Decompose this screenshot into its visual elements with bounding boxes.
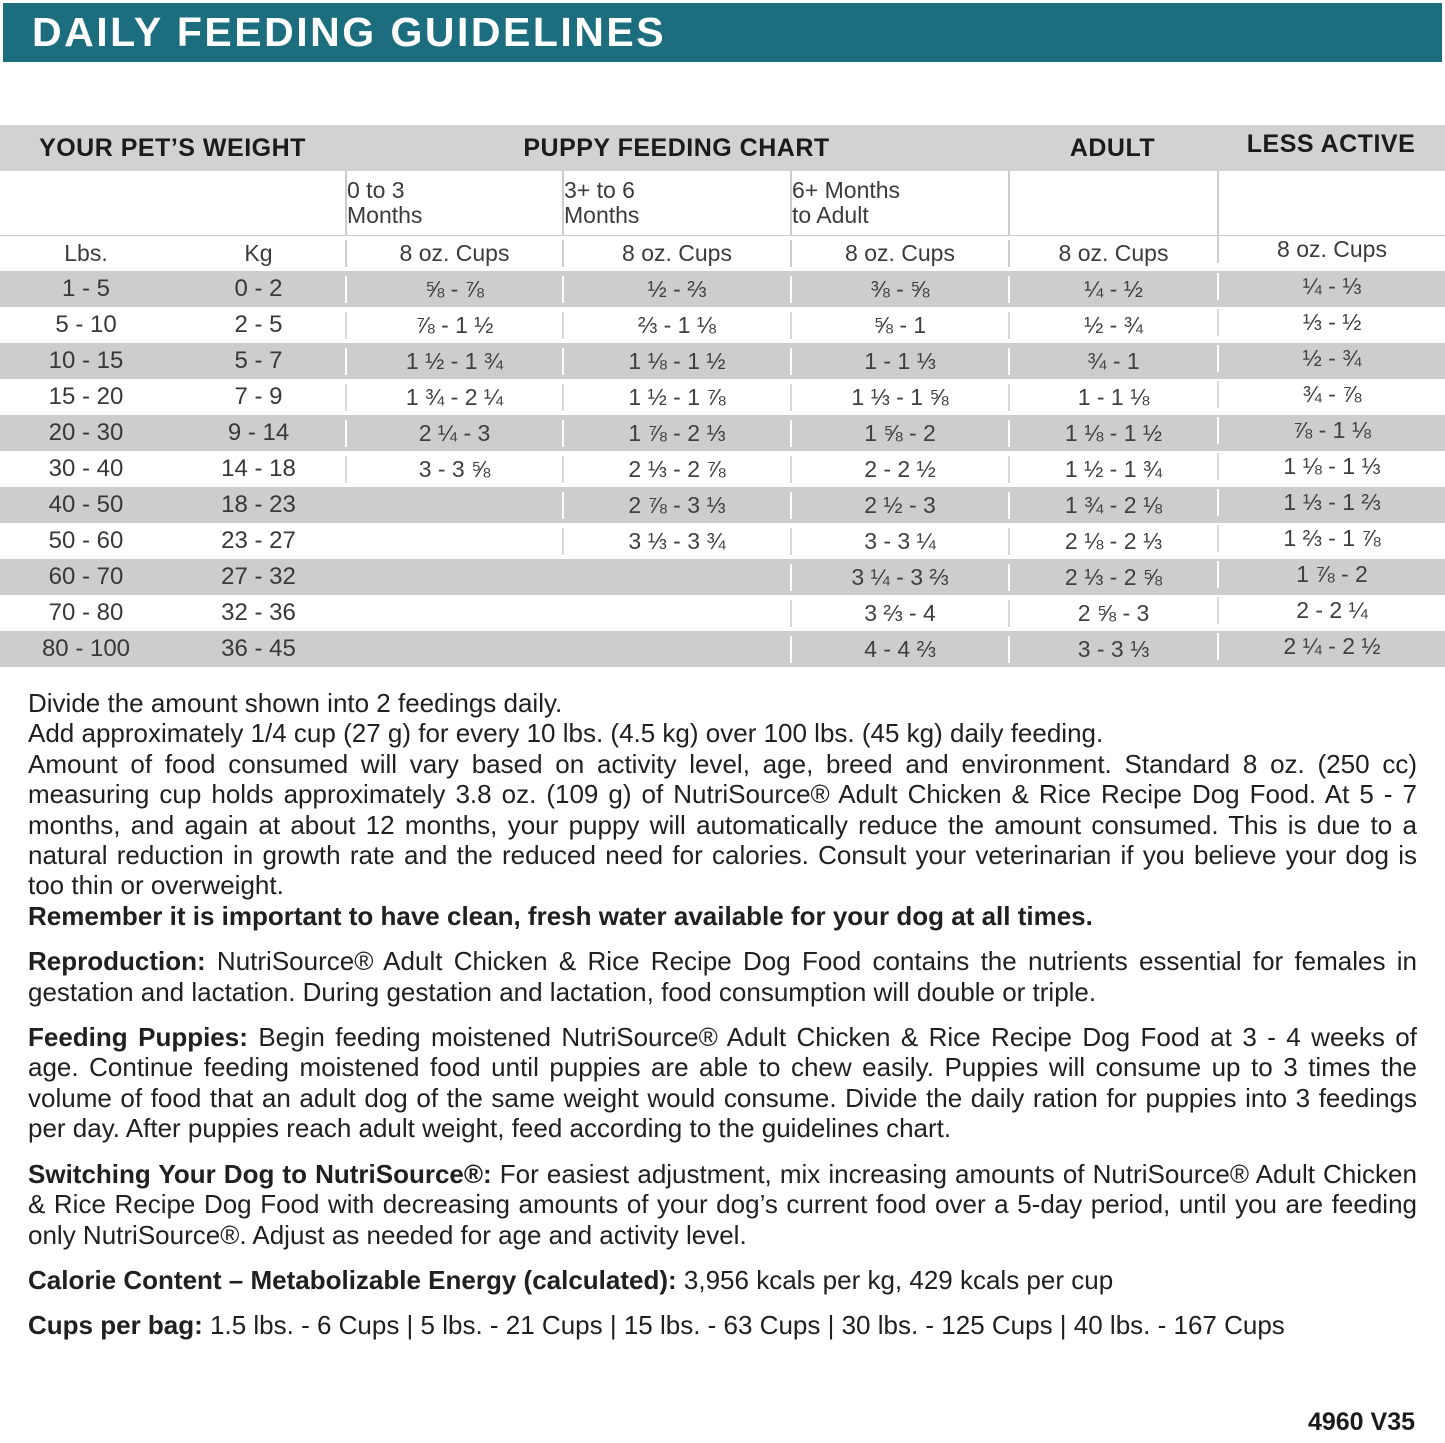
section-label: Reproduction: [28, 946, 206, 977]
cell-3-6-months: 1 ½ - 1 ⅞ [562, 384, 790, 411]
age-header-spacer [1008, 171, 1217, 235]
cell-less-active: 1 ⅞ - 2 [1217, 561, 1445, 588]
cell-3-6-months: 2 ⅓ - 2 ⅞ [562, 456, 790, 483]
cell-less-active: ⅞ - 1 ⅛ [1217, 417, 1445, 444]
section-feeding-puppies [28, 1022, 1417, 1144]
section-text: 3,956 kcals per kg, 429 kcals per cup [676, 1264, 1114, 1295]
cell-0-3-months: ⅞ - 1 ½ [345, 312, 562, 339]
cell-less-active: ¼ - ⅓ [1217, 273, 1445, 300]
unit-cups: 8 oz. Cups [790, 240, 1008, 267]
cell-less-active: 1 ⅓ - 1 ⅔ [1217, 489, 1445, 516]
cell-kg: 9 - 14 [227, 419, 290, 446]
group-header-adult: ADULT [1069, 133, 1156, 162]
age-header-line: 3+ to 6 [564, 176, 635, 203]
section-label: Switching Your Dog to NutriSource®: [28, 1158, 492, 1189]
group-header-less-active: LESS ACTIVE [1246, 129, 1416, 158]
title-banner [3, 3, 1442, 62]
table-row [0, 487, 1445, 523]
cell-less-active: ½ - ¾ [1217, 345, 1445, 372]
cell-6-months-adult: 2 - 2 ½ [790, 456, 1008, 483]
cell-adult: 2 ⅛ - 2 ⅓ [1008, 528, 1217, 555]
section-cups-per-bag [28, 1310, 1417, 1340]
section-reproduction [28, 946, 1417, 1007]
table-row [0, 559, 1445, 595]
cell-adult: ¾ - 1 [1008, 348, 1217, 375]
cell-3-6-months: 2 ⅞ - 3 ⅓ [562, 492, 790, 519]
cell-lbs: 80 - 100 [41, 635, 131, 662]
age-header-line: Months [564, 202, 640, 228]
cell-adult: 2 ⅝ - 3 [1008, 600, 1217, 627]
cell-less-active: ¾ - ⅞ [1217, 381, 1445, 408]
section-switching [28, 1159, 1417, 1250]
unit-cups: 8 oz. Cups [1008, 240, 1217, 267]
cell-lbs: 30 - 40 [48, 455, 124, 482]
cell-3-6-months: 1 ⅞ - 2 ⅓ [562, 420, 790, 447]
section-label: Cups per bag: [28, 1310, 203, 1341]
cell-6-months-adult: 1 ⅝ - 2 [790, 420, 1008, 447]
cell-6-months-adult: ⅝ - 1 [790, 312, 1008, 339]
note-paragraph: Amount of food consumed will vary based on activity level, age, breed and environment. Standard 8 oz. (250 cc) measuring cup holds approximately 3.8 oz. (109 g) of NutriSource® Adult Chicken & Rice Recipe Dog Food. At 5 - 7 months, and again at about 12 months, your puppy will automatically reduce the amount consumed. This is due to a natural reduction in growth rate and the reduced need for calories. Consult your veterinarian if you believe your dog is too thin or overweight. [28, 748, 1417, 901]
cell-0-3-months: 1 ½ - 1 ¾ [345, 348, 562, 375]
cell-6-months-adult: 1 - 1 ⅓ [790, 348, 1008, 375]
section-calorie-content [28, 1265, 1417, 1295]
cell-0-3-months: 3 - 3 ⅝ [345, 456, 562, 483]
cell-lbs: 5 - 10 [55, 311, 117, 338]
cell-lbs: 20 - 30 [48, 419, 124, 446]
cell-adult: ½ - ¾ [1008, 312, 1217, 339]
table-age-header-row [0, 171, 1445, 235]
age-header-line: 6+ Months [792, 176, 901, 203]
age-header-3-6-months [562, 171, 790, 235]
unit-cups: 8 oz. Cups [345, 240, 562, 267]
cell-kg: 27 - 32 [221, 563, 296, 590]
cell-lbs: 50 - 60 [48, 527, 124, 554]
note-line: Add approximately 1/4 cup (27 g) for every 10 lbs. (4.5 kg) over 100 lbs. (45 kg) daily feeding. [28, 718, 1104, 749]
cell-3-6-months: ⅔ - 1 ⅛ [562, 312, 790, 339]
section-text: 1.5 lbs. - 6 Cups | 5 lbs. - 21 Cups | 15 lbs. - 63 Cups | 30 lbs. - 125 Cups | 40 lbs. - 167 Cups [202, 1310, 1285, 1341]
cell-kg: 36 - 45 [221, 635, 296, 662]
table-row [0, 379, 1445, 415]
page-title: DAILY FEEDING GUIDELINES [32, 9, 667, 55]
cell-adult: 3 - 3 ⅓ [1008, 636, 1217, 663]
cell-6-months-adult: 1 ⅓ - 1 ⅝ [790, 384, 1008, 411]
age-header-0-3-months [345, 171, 562, 235]
cell-0-3-months: 1 ¾ - 2 ¼ [345, 384, 562, 411]
unit-cups: 8 oz. Cups [562, 240, 790, 267]
age-header-line: 0 to 3 [347, 176, 405, 203]
age-header-6-months-adult [790, 171, 1008, 235]
cell-less-active: 2 ¼ - 2 ½ [1217, 633, 1445, 660]
table-group-header-row [0, 125, 1445, 171]
cell-less-active: ⅓ - ½ [1217, 309, 1445, 336]
age-header-line: Months [347, 202, 423, 228]
cell-6-months-adult: 3 ¼ - 3 ⅔ [790, 564, 1008, 591]
table-row [0, 631, 1445, 667]
document-code: 4960 V35 [1307, 1408, 1415, 1436]
section-label: Feeding Puppies: [28, 1022, 248, 1053]
cell-0-3-months: 2 ¼ - 3 [345, 420, 562, 447]
table-row [0, 523, 1445, 559]
cell-less-active: 1 ⅔ - 1 ⅞ [1217, 525, 1445, 552]
cell-kg: 32 - 36 [221, 599, 296, 626]
cell-lbs: 10 - 15 [48, 347, 124, 374]
cell-6-months-adult: 4 - 4 ⅔ [790, 636, 1008, 663]
cell-less-active: 1 ⅛ - 1 ⅓ [1217, 453, 1445, 480]
cell-kg: 7 - 9 [234, 383, 283, 410]
cell-kg: 23 - 27 [221, 527, 296, 554]
cell-adult: 2 ⅓ - 2 ⅝ [1008, 564, 1217, 591]
feeding-notes [28, 688, 1417, 931]
table-row [0, 595, 1445, 631]
cell-adult: 1 ¾ - 2 ⅛ [1008, 492, 1217, 519]
cell-lbs: 70 - 80 [48, 599, 124, 626]
cell-3-6-months: 3 ⅓ - 3 ¾ [562, 528, 790, 555]
body-text [0, 666, 1445, 1341]
unit-cups: 8 oz. Cups [1217, 236, 1445, 263]
cell-lbs: 60 - 70 [48, 563, 124, 590]
age-header-line: to Adult [792, 202, 869, 228]
table-row [0, 307, 1445, 343]
cell-adult: ¼ - ½ [1008, 276, 1217, 303]
section-text: For easiest adjustment, mix increasing amounts of NutriSource® Adult Chicken & Rice Recipe Dog Food with decreasing amounts of your dog’s current food over a 5-day period, until you are feeding only NutriSource®. Adjust as needed for age and activity level. [28, 1158, 1417, 1250]
age-header-spacer [1217, 171, 1445, 235]
table-row [0, 271, 1445, 307]
cell-less-active: 2 - 2 ¼ [1217, 597, 1445, 624]
age-header-spacer [172, 171, 345, 235]
cell-3-6-months: ½ - ⅔ [562, 276, 790, 303]
group-header-weight: YOUR PET’S WEIGHT [39, 133, 306, 162]
cell-0-3-months: ⅝ - ⅞ [345, 276, 562, 303]
cell-adult: 1 - 1 ⅛ [1008, 384, 1217, 411]
cell-kg: 18 - 23 [221, 491, 296, 518]
cell-lbs: 40 - 50 [48, 491, 124, 518]
cell-kg: 0 - 2 [234, 275, 283, 302]
cell-kg: 14 - 18 [221, 455, 296, 482]
unit-kg: Kg [244, 240, 273, 266]
cell-3-6-months: 1 ⅛ - 1 ½ [562, 348, 790, 375]
cell-kg: 5 - 7 [234, 347, 283, 374]
group-header-puppy-chart: PUPPY FEEDING CHART [523, 133, 830, 162]
cell-adult: 1 ½ - 1 ¾ [1008, 456, 1217, 483]
table-row [0, 343, 1445, 379]
section-text: Begin feeding moistened NutriSource® Adult Chicken & Rice Recipe Dog Food at 3 - 4 weeks of age. Continue feeding moistened food until puppies are able to chew easily. Puppies will consume up to 3 times the volume of food that an adult dog of the same weight would consume. Divide the daily ration for puppies into 3 feedings per day. After puppies reach adult weight, feed according to the guidelines chart. [28, 1022, 1417, 1144]
cell-6-months-adult: 2 ½ - 3 [790, 492, 1008, 519]
section-label: Calorie Content – Metabolizable Energy (calculated): [28, 1264, 677, 1295]
table-row [0, 451, 1445, 487]
cell-kg: 2 - 5 [234, 311, 283, 338]
cell-6-months-adult: ⅜ - ⅝ [790, 276, 1008, 303]
section-text: NutriSource® Adult Chicken & Rice Recipe Dog Food contains the nutrients essential for females in gestation and lactation. During gestation and lactation, food consumption will double or triple. [28, 946, 1417, 1007]
cell-lbs: 1 - 5 [61, 275, 111, 302]
table-unit-row [0, 235, 1445, 271]
note-line: Divide the amount shown into 2 feedings daily. [28, 688, 563, 718]
age-header-spacer [0, 171, 172, 235]
cell-6-months-adult: 3 ⅔ - 4 [790, 600, 1008, 627]
cell-lbs: 15 - 20 [48, 383, 124, 410]
feeding-table [0, 125, 1445, 667]
unit-lbs: Lbs. [64, 240, 108, 266]
table-row [0, 415, 1445, 451]
cell-6-months-adult: 3 - 3 ¼ [790, 528, 1008, 555]
note-water-reminder: Remember it is important to have clean, fresh water available for your dog at all times. [28, 900, 1093, 931]
cell-adult: 1 ⅛ - 1 ½ [1008, 420, 1217, 447]
